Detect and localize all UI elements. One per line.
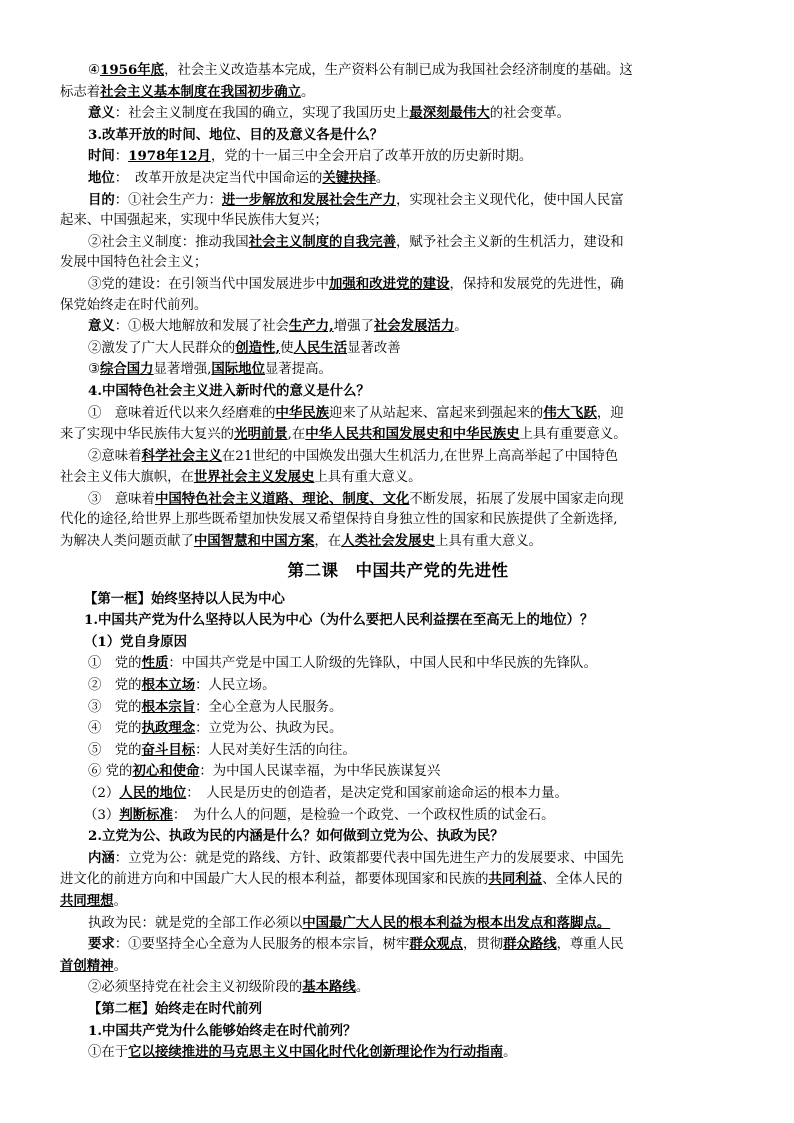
text-run: 上具有重大意义。 — [434, 534, 543, 550]
text-run: （2） — [84, 786, 120, 801]
text-run: 保党始终走在时代前列。 — [60, 297, 208, 313]
emphasis-bold: 意义 — [88, 105, 115, 122]
text-run: ：①社会生产力： — [114, 192, 222, 208]
text-run: ②社会主义制度：推动我国 — [88, 234, 249, 250]
text-line — [60, 934, 736, 956]
emphasis-underlined: 中华人民共和国发展史和中华民族史 — [305, 426, 520, 443]
text-run: ②必须坚持党在社会主义初级阶段的 — [88, 980, 303, 996]
text-run: 上具有重大意义。 — [314, 470, 422, 486]
text-run: ：中国共产党是中国工人阶级的先锋队，中国人民和中华民族的先锋队。 — [168, 656, 597, 672]
text-run: 不断发展，拓展了发展中国家走向现 — [409, 491, 624, 507]
emphasis-underlined: 光明前景 — [234, 426, 288, 443]
emphasis-underlined: 生产力, — [288, 318, 334, 335]
emphasis-bold: 2.立党为公、执政为民的内涵是什么？如何做到立党为公、执政为民？ — [88, 828, 504, 845]
emphasis-bold: （1）党自身原因 — [84, 633, 188, 650]
text-line — [60, 338, 736, 360]
text-run: ，赋予社会主义新的生机活力，建设和 — [395, 234, 624, 250]
text-line — [60, 510, 736, 531]
text-run: ③党的建设：在引领当代中国发展进步中 — [88, 276, 330, 292]
text-run: 为解决人类问题贡献了 — [60, 534, 194, 550]
emphasis-underlined: 国际地位 — [211, 361, 265, 378]
text-run: ①在于 — [88, 1045, 129, 1061]
text-run: ⑤ 党的 — [88, 742, 142, 758]
emphasis-underlined: 基本路线 — [302, 979, 356, 996]
text-line — [60, 60, 736, 82]
text-run: ④ — [88, 63, 101, 78]
text-run: ： — [114, 149, 129, 165]
text-run: ②意味着 — [88, 448, 142, 464]
emphasis-underlined: 社会主义制度的自我完善 — [248, 233, 396, 250]
text-line — [60, 653, 736, 675]
text-run: 执政为民：就是党的全部工作必须以 — [88, 915, 303, 931]
text-run: ，贯彻 — [462, 937, 504, 953]
text-line — [60, 697, 736, 719]
text-line — [60, 956, 736, 978]
text-run: ④ 党的 — [88, 721, 142, 737]
emphasis-bold: 【第一框】始终坚持以人民为中心 — [84, 590, 285, 607]
text-line — [60, 211, 736, 232]
emphasis-underlined: 伟大飞跃 — [543, 404, 597, 421]
text-run: 上具有重要意义。 — [519, 427, 627, 443]
emphasis-underlined: 社会发展活力 — [373, 318, 455, 335]
text-run: 起来、中国强起来，实现中华民族伟大复兴； — [60, 213, 328, 229]
text-run: ：社会主义制度在我国的确立，实现了我国历史上 — [114, 106, 410, 122]
text-line — [60, 913, 736, 935]
text-run: ：人民立场。 — [195, 678, 276, 694]
emphasis-underlined: 世界社会主义发展史 — [193, 469, 315, 486]
text-line — [60, 274, 736, 296]
text-run: 。 — [355, 980, 370, 996]
text-run: ⑥ 党的 — [88, 764, 133, 780]
text-run: 。 — [454, 319, 468, 335]
text-line — [60, 316, 736, 338]
emphasis-underlined: 中华民族 — [275, 404, 330, 421]
text-run: 显著改善 — [347, 340, 401, 356]
text-line — [60, 848, 736, 870]
text-line — [60, 467, 736, 489]
text-run: 显著提高。 — [264, 362, 332, 378]
text-line — [60, 168, 736, 190]
emphasis-underlined: 共同理想 — [60, 892, 114, 909]
emphasis-underlined: 初心和使命 — [132, 763, 200, 780]
text-run: 社会主义伟大旗帜，在 — [60, 470, 194, 486]
emphasis-bold: 3.改革开放的时间、地位、目的及意义各是什么？ — [88, 126, 384, 143]
text-line — [60, 589, 736, 611]
emphasis-underlined: 群众路线 — [503, 936, 557, 953]
text-line — [60, 1042, 736, 1064]
text-run: 。 — [113, 893, 127, 909]
text-line — [60, 103, 736, 125]
emphasis-bold: 时间 — [88, 148, 115, 165]
emphasis-underlined: 人类社会发展史 — [341, 533, 435, 550]
text-run: ：①要坚持全心全意为人民服务的根本宗旨，树牢 — [114, 937, 410, 953]
text-run: 、全体人民的 — [542, 872, 623, 888]
text-line — [60, 869, 736, 891]
text-run: ：人民对美好生活的向往。 — [195, 742, 356, 758]
emphasis-underlined: 根本立场 — [141, 677, 196, 694]
text-run: （3） — [84, 807, 120, 823]
text-line — [60, 424, 736, 446]
text-run: 进文化的前进方向和中国最广大人民的根本利益，都要体现国家和民族的 — [60, 872, 489, 888]
text-run: ： 改革开放是决定当代中国命运的 — [114, 170, 323, 186]
emphasis-underlined: 科学社会主义 — [141, 447, 222, 464]
text-run: 迎来了从站起来、富起来到强起来的 — [329, 405, 544, 421]
text-line — [60, 146, 736, 168]
text-line — [60, 1021, 736, 1043]
emphasis-bold: 目的 — [88, 191, 115, 208]
text-run: 显著增强, — [153, 362, 212, 378]
emphasis-underlined: 共同利益 — [488, 871, 543, 888]
text-line — [60, 805, 736, 827]
text-line — [60, 190, 736, 212]
emphasis-underlined: 综合国力 — [100, 361, 154, 378]
text-run: 代化的途径,给世界上那些既希望加快发展又希望保持自身独立性的国家和民族提供了全新选择, — [60, 512, 618, 528]
text-run: ：为中国人民谋幸福，为中华民族谋复兴 — [199, 764, 441, 780]
emphasis-bold: 地位 — [88, 169, 115, 186]
emphasis-underlined: 关键抉择 — [322, 169, 376, 186]
text-line — [60, 783, 736, 805]
emphasis-underlined: 中国最广大人民的根本利益为根本出发点和落脚点。 — [302, 914, 611, 931]
text-run: ②激发了广大人民群众的 — [88, 340, 236, 356]
emphasis-underlined: 人民生活 — [293, 339, 348, 356]
text-line — [60, 891, 736, 913]
emphasis-underlined: 社会主义基本制度在我国初步确立 — [100, 83, 302, 100]
emphasis-underlined: 人民的地位 — [119, 785, 187, 801]
text-run: ，实现社会主义现代化，使中国人民富 — [395, 192, 624, 208]
text-line — [60, 826, 736, 848]
text-run: ：全心全意为人民服务。 — [195, 699, 343, 715]
text-line — [60, 489, 736, 511]
emphasis-underlined: 奋斗目标 — [141, 741, 196, 758]
text-run: ：①极大地解放和发展了社会 — [114, 319, 289, 335]
emphasis-underlined: 它以接续推进的马克思主义中国化时代化创新理论作为行动指南 — [128, 1044, 504, 1061]
text-run: 。 — [301, 84, 315, 100]
emphasis-bold: 4.中国特色社会主义进入新时代的意义是什么？ — [88, 382, 370, 399]
emphasis-underlined: 中国特色社会主义道路、理论、制度、文化 — [154, 490, 410, 507]
text-run: ，保持和发展党的先进性，确 — [449, 276, 624, 292]
text-run: 的社会变革。 — [489, 106, 571, 122]
text-line — [60, 403, 736, 425]
text-run: 增强了 — [333, 319, 374, 335]
text-line — [60, 125, 736, 147]
text-run: ： 人民是历史的创造者，是决定党和国家前途命运的根本力量。 — [186, 786, 568, 801]
emphasis-underlined: 中国智慧和中国方案 — [193, 533, 315, 550]
emphasis-bold: 意义 — [88, 318, 115, 335]
emphasis-underlined: 1956年底 — [100, 62, 165, 78]
section-title — [60, 559, 736, 583]
text-run: 。 — [375, 170, 390, 186]
emphasis-underlined: 群众观点 — [409, 936, 463, 953]
emphasis-underlined: 首创精神 — [60, 957, 114, 974]
text-line — [60, 999, 736, 1021]
text-run: ② 党的 — [88, 678, 142, 694]
text-run: ，社会主义改造基本完成，生产资料公有制已成为我国社会经济制度的基础。这 — [164, 63, 633, 78]
emphasis-underlined: 判断标准 — [119, 806, 173, 823]
text-line — [60, 296, 736, 317]
text-line — [60, 253, 736, 274]
text-line — [60, 610, 736, 632]
text-line — [60, 632, 736, 654]
text-line — [60, 381, 736, 403]
text-run: ：立党为公、执政为民。 — [195, 721, 343, 737]
emphasis-underlined: 创造性, — [235, 339, 281, 356]
document-page — [60, 60, 736, 1064]
text-run: 第二课 中国共产党的先进性 — [287, 560, 509, 580]
emphasis-bold: 要求 — [88, 936, 115, 953]
text-line — [60, 531, 736, 553]
text-run: 来了实现中华民族伟大复兴的 — [60, 427, 235, 443]
text-run: 。 — [503, 1045, 517, 1061]
text-line — [60, 82, 736, 104]
text-run: ① 党的 — [88, 656, 142, 672]
emphasis-bold: 1.中国共产党为什么能够始终走在时代前列？ — [88, 1022, 357, 1039]
text-line — [60, 977, 736, 999]
emphasis-underlined: 加强和改进党的建设 — [329, 275, 450, 292]
text-line — [60, 359, 736, 381]
text-run: ① 意味着近代以来久经磨难的 — [88, 405, 276, 421]
text-run: 。 — [113, 958, 127, 974]
emphasis-underlined: 执政理念 — [141, 720, 196, 737]
text-run: 标志着 — [60, 84, 101, 100]
text-line — [60, 718, 736, 740]
text-run: 使 — [280, 340, 294, 356]
emphasis-underlined: 根本宗旨 — [141, 698, 196, 715]
text-run: ③ — [88, 362, 101, 378]
emphasis-underlined: 1978年12月 — [128, 148, 211, 165]
text-line — [60, 740, 736, 762]
text-run: 发展中国特色社会主义； — [60, 255, 208, 271]
text-run: ，党的十一届三中全会开启了改革开放的历史新时期。 — [210, 149, 533, 165]
emphasis-underlined: 性质 — [141, 655, 169, 672]
text-line — [60, 675, 736, 697]
text-run: ③ 党的 — [88, 699, 142, 715]
text-run: ，在 — [314, 534, 342, 550]
text-run: ： 为什么人的问题，是检验一个政党、一个政权性质的试金石。 — [172, 807, 555, 823]
text-run: ,在 — [287, 427, 306, 443]
emphasis-bold: 【第二框】始终走在时代前列 — [88, 1000, 263, 1017]
text-run: ：立党为公：就是党的路线、方针、政策都要代表中国先进生产力的发展要求、中国先 — [114, 850, 624, 866]
text-run: ③ 意味着 — [88, 491, 155, 507]
text-line — [60, 232, 736, 254]
text-run: ，尊重人民 — [556, 937, 624, 953]
text-line — [60, 761, 736, 783]
emphasis-bold: 内涵 — [88, 849, 115, 866]
text-run: 在21世纪的中国焕发出强大生机活力,在世界上高高举起了中国特色 — [221, 448, 619, 464]
emphasis-underlined: 最深刻最伟大 — [409, 105, 490, 122]
text-run: ，迎 — [596, 405, 624, 421]
text-line — [60, 446, 736, 468]
emphasis-bold: 1.中国共产党为什么坚持以人民为中心（为什么要把人民利益摆在至高无上的地位）？ — [84, 612, 594, 629]
emphasis-underlined: 进一步解放和发展社会生产力 — [221, 191, 396, 208]
